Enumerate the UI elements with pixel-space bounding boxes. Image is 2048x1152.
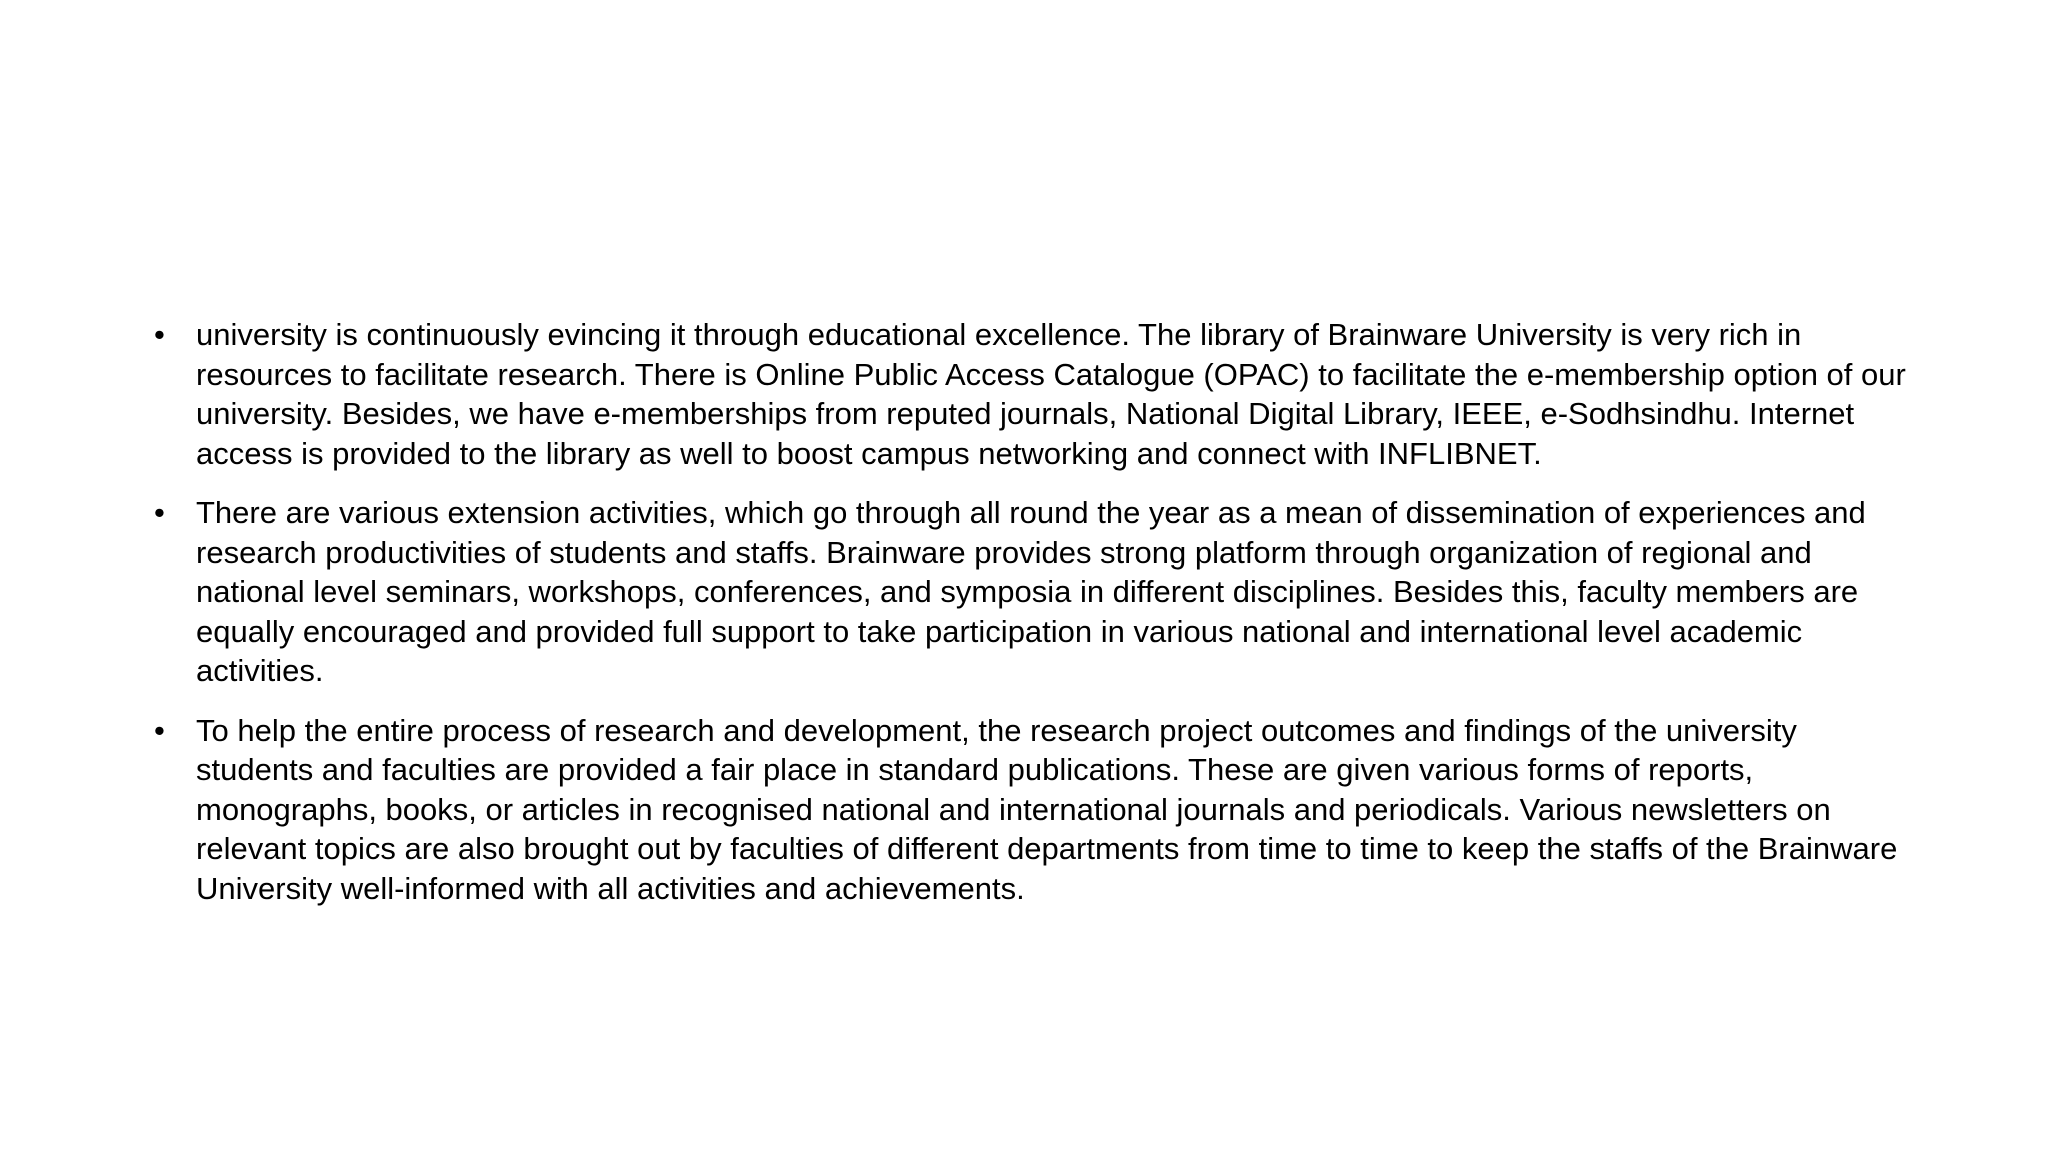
bullet-text: To help the entire process of research and development, the research project outcomes and findings of the university students and faculties are provided a fair place in standard publications. These are given various forms of reports, monographs, books, or articles in recognised national and international journals and periodicals. Various newsletters on relevant topics are also brought out by faculties of different departments from time to time to keep the staffs of the Brainware University well-informed with all activities and achievements. bbox=[196, 712, 1898, 906]
bullet-text: There are various extension activities, which go through all round the year as a mean of dissemination of experiences and research productivities of students and staffs. Brainware provides strong platform through organization of regional and national level seminars, workshops, conferences, and symposia in different disciplines. Besides this, faculty members are equally encouraged and provided full support to take participation in various national and international level academic activities. bbox=[196, 495, 1866, 688]
bullet-icon: • bbox=[154, 495, 165, 530]
bullet-text: university is continuously evincing it through educational excellence. The library of Brainware University is very rich in resources to facilitate research. There is Online Public Access Catalogue (OPAC) to facilitate the e-membership option of our university. Besides, we have e-memberships from reputed journals, National Digital Library, IEEE, e-Sodhsindhu. Internet access is provided to the library as well to boost campus networking and connect with INFLIBNET. bbox=[196, 317, 1906, 471]
slide-content bbox=[152, 315, 1912, 928]
bullet-item-publications bbox=[152, 711, 1912, 909]
bullet-icon: • bbox=[154, 712, 165, 748]
bullet-item-extension-activities bbox=[152, 493, 1912, 691]
bullet-item-library bbox=[152, 315, 1912, 473]
bullet-icon: • bbox=[154, 317, 165, 352]
bullet-list bbox=[152, 315, 1912, 908]
